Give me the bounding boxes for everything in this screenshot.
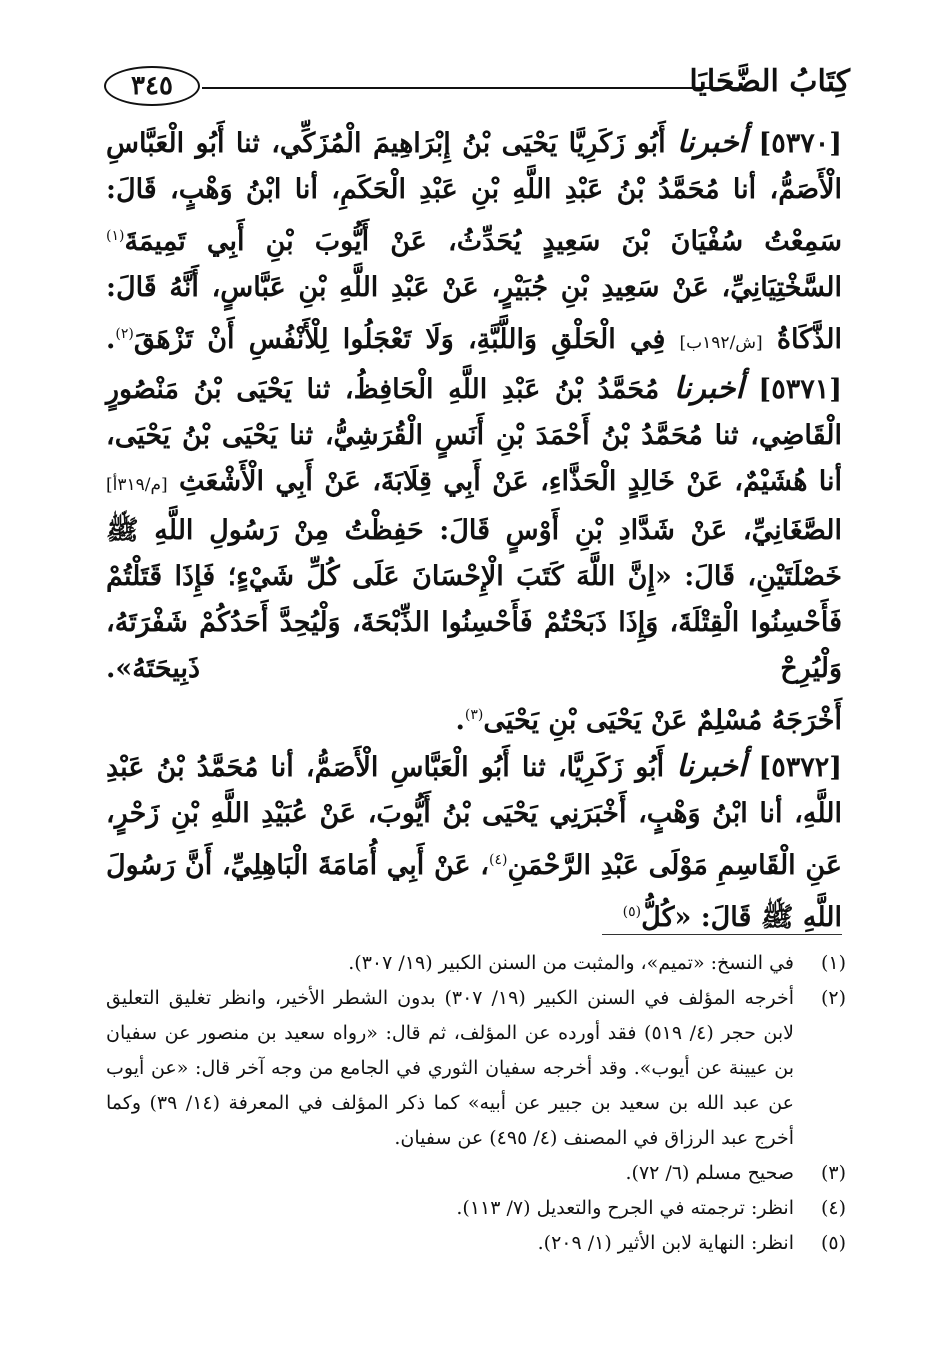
footnote-text: في النسخ: «تميم»، والمثبت من السنن الكبير (١٩/ ٣٠٧). [348, 952, 794, 974]
footnote-text: انظر: ترجمته في الجرح والتعديل (٧/ ١١٣). [456, 1197, 794, 1219]
hadith-text: فِي الْحَلْقِ وَاللَّبَّةِ، وَلَا تَعْجَلُوا لِلْأَنْفُسِ أَنْ تَزْهَقَ [133, 324, 680, 355]
main-text [106, 120, 842, 941]
footnote-3 [106, 1156, 846, 1191]
hadith-number: [٥٣٧١] [758, 374, 842, 405]
hadith-text: أَبُو زَكَرِيَّا، ثنا أَبُو الْعَبَّاسِ الْأَصَمُّ، أنا مُحَمَّدُ بْنُ عَبْدِ اللَّهِ، أنا ابْنُ وَهْبٍ، أَخْبَرَنِي يَحْيَى بْنُ أَيُّوبَ، عَنْ عُبَيْدِ اللَّهِ بْنِ زَحْرٍ، عَنِ الْقَاسِمِ مَوْلَى عَبْدِ الرَّحْمَنِ [106, 752, 842, 881]
hadith-text: ، عَنْ أَبِي أُمَامَةَ الْبَاهِلِيِّ، أَنَّ رَسُولَ اللَّهِ ﷺ قَالَ: «كُلُّ [106, 850, 842, 933]
hadith-5372 [106, 744, 842, 941]
hadith-5370 [106, 120, 842, 366]
footnote-2 [106, 981, 846, 1156]
footnote-text: صحيح مسلم (٦/ ٧٢). [625, 1162, 794, 1184]
footnote-number: (٤) [820, 1197, 846, 1219]
akhbarana-marker: أخبرنا [673, 371, 744, 406]
footnote-text: أخرجه المؤلف في السنن الكبير (١٩/ ٣٠٧) بدون الشطر الأخير، وانظر تغليق التعليق لابن حجر (٤/ ٥١٩) فقد أورده عن المؤلف، ثم قال: «رواه سعيد بن منصور عن سفيان بن عيينة عن أيوب». وقد أخرجه سفيان الثوري في الجامع من وجه آخر قال: «عن أيوب عن عبد الله بن سعيد بن جبير عن أبيه» كما ذكر المؤلف في المعرفة (١٤/ ٣٩) وكما أخرج عبد الرزاق في المصنف (٤/ ٤٩٥) عن سفيان. [106, 987, 795, 1149]
footnotes [106, 946, 846, 1261]
footnote-ref: (١) [106, 228, 125, 244]
footnote-text: انظر: النهاية لابن الأثير (١/ ٢٠٩). [537, 1232, 794, 1254]
footnote-ref: (٤) [489, 852, 508, 868]
book-title: كِتَابُ الضَّحَايَا [689, 64, 850, 99]
hadith-number: [٥٣٧٢] [758, 752, 842, 783]
footnote-number: (٥) [820, 1232, 846, 1254]
footnote-ref: (٥) [622, 904, 642, 920]
hadith-text: الصَّغَانِيِّ، عَنْ شَدَّادِ بْنِ أَوْسٍ قَالَ: حَفِظْتُ مِنْ رَسُولِ اللَّهِ ﷺ خَصْلَتَيْنِ، قَالَ: «إِنَّ اللَّهَ كَتَبَ الْإِحْسَانَ عَلَى كُلِّ شَيْءٍ؛ فَإِذَا قَتَلْتُمْ فَأَحْسِنُوا الْقِتْلَةَ، وَإِذَا ذَبَحْتُمْ فَأَحْسِنُوا الذِّبْحَةَ، وَلْيُحِدَّ أَحَدُكُمْ شَفْرَتَهُ، وَلْيُرِحْ ذَبِيحَتَهُ». [106, 515, 842, 684]
akhbarana-marker: أخبرنا [677, 125, 747, 160]
footnote-ref: (٢) [115, 326, 134, 342]
footnote-separator [602, 934, 842, 935]
hadith-text: السَّخْتِيَانِيِّ، عَنْ سَعِيدِ بْنِ جُبَيْرٍ، عَنْ عَبْدِ اللَّهِ بْنِ عَبَّاسٍ، أَنَّهُ قَالَ: الذَّكَاةُ [106, 272, 842, 355]
page-number: ٣٤٥ [104, 66, 200, 106]
footnote-number: (٢) [820, 987, 846, 1009]
takhrij-line [106, 692, 842, 744]
akhbarana-marker: أخبرنا [676, 749, 747, 784]
takhrij-end: . [455, 705, 465, 736]
header-rule [202, 87, 740, 89]
manuscript-ref: [م/٣١٩أ] [106, 475, 168, 495]
hadith-5371 [106, 366, 842, 692]
footnote-1 [106, 946, 846, 981]
hadith-end: . [106, 324, 116, 355]
hadith-number: [٥٣٧٠] [758, 128, 843, 159]
manuscript-ref: [ش/١٩٢ب] [679, 333, 763, 353]
footnote-4 [106, 1191, 846, 1226]
hadith-text: مُحَمَّدُ بْنُ عَبْدِ اللَّهِ الْحَافِظُ، ثنا يَحْيَى بْنُ مَنْصُورٍ الْقَاضِي، ثنا مُحَمَّدُ بْنُ أَحْمَدَ بْنِ أَنَسٍ الْقُرَشِيُّ، ثنا يَحْيَى بْنُ يَحْيَى، أنا هُشَيْمٌ، عَنْ خَالِدٍ الْحَذَّاءِ، عَنْ أَبِي قِلَابَةَ، عَنْ أَبِي الْأَشْعَثِ [106, 374, 842, 497]
takhrij-text: أَخْرَجَهُ مُسْلِمٌ عَنْ يَحْيَى بْنِ يَحْيَى [483, 705, 842, 736]
footnote-ref: (٣) [464, 707, 484, 723]
footnote-number: (١) [820, 952, 846, 974]
footnote-5 [106, 1226, 846, 1261]
page-header [98, 62, 850, 110]
footnote-number: (٣) [820, 1162, 846, 1184]
hadith-text: أَبُو زَكَرِيَّا يَحْيَى بْنُ إِبْرَاهِيمَ الْمُزَكِّي، ثنا أَبُو الْعَبَّاسِ الْأَصَمُّ، أنا مُحَمَّدُ بْنُ عَبْدِ اللَّهِ بْنِ عَبْدِ الْحَكَمِ، أنا ابْنُ وَهْبٍ، قَالَ: سَمِعْتُ سُفْيَانَ بْنَ سَعِيدٍ يُحَدِّثُ، عَنْ أَيُّوبَ بْنِ أَبِي تَمِيمَةَ [106, 128, 842, 257]
